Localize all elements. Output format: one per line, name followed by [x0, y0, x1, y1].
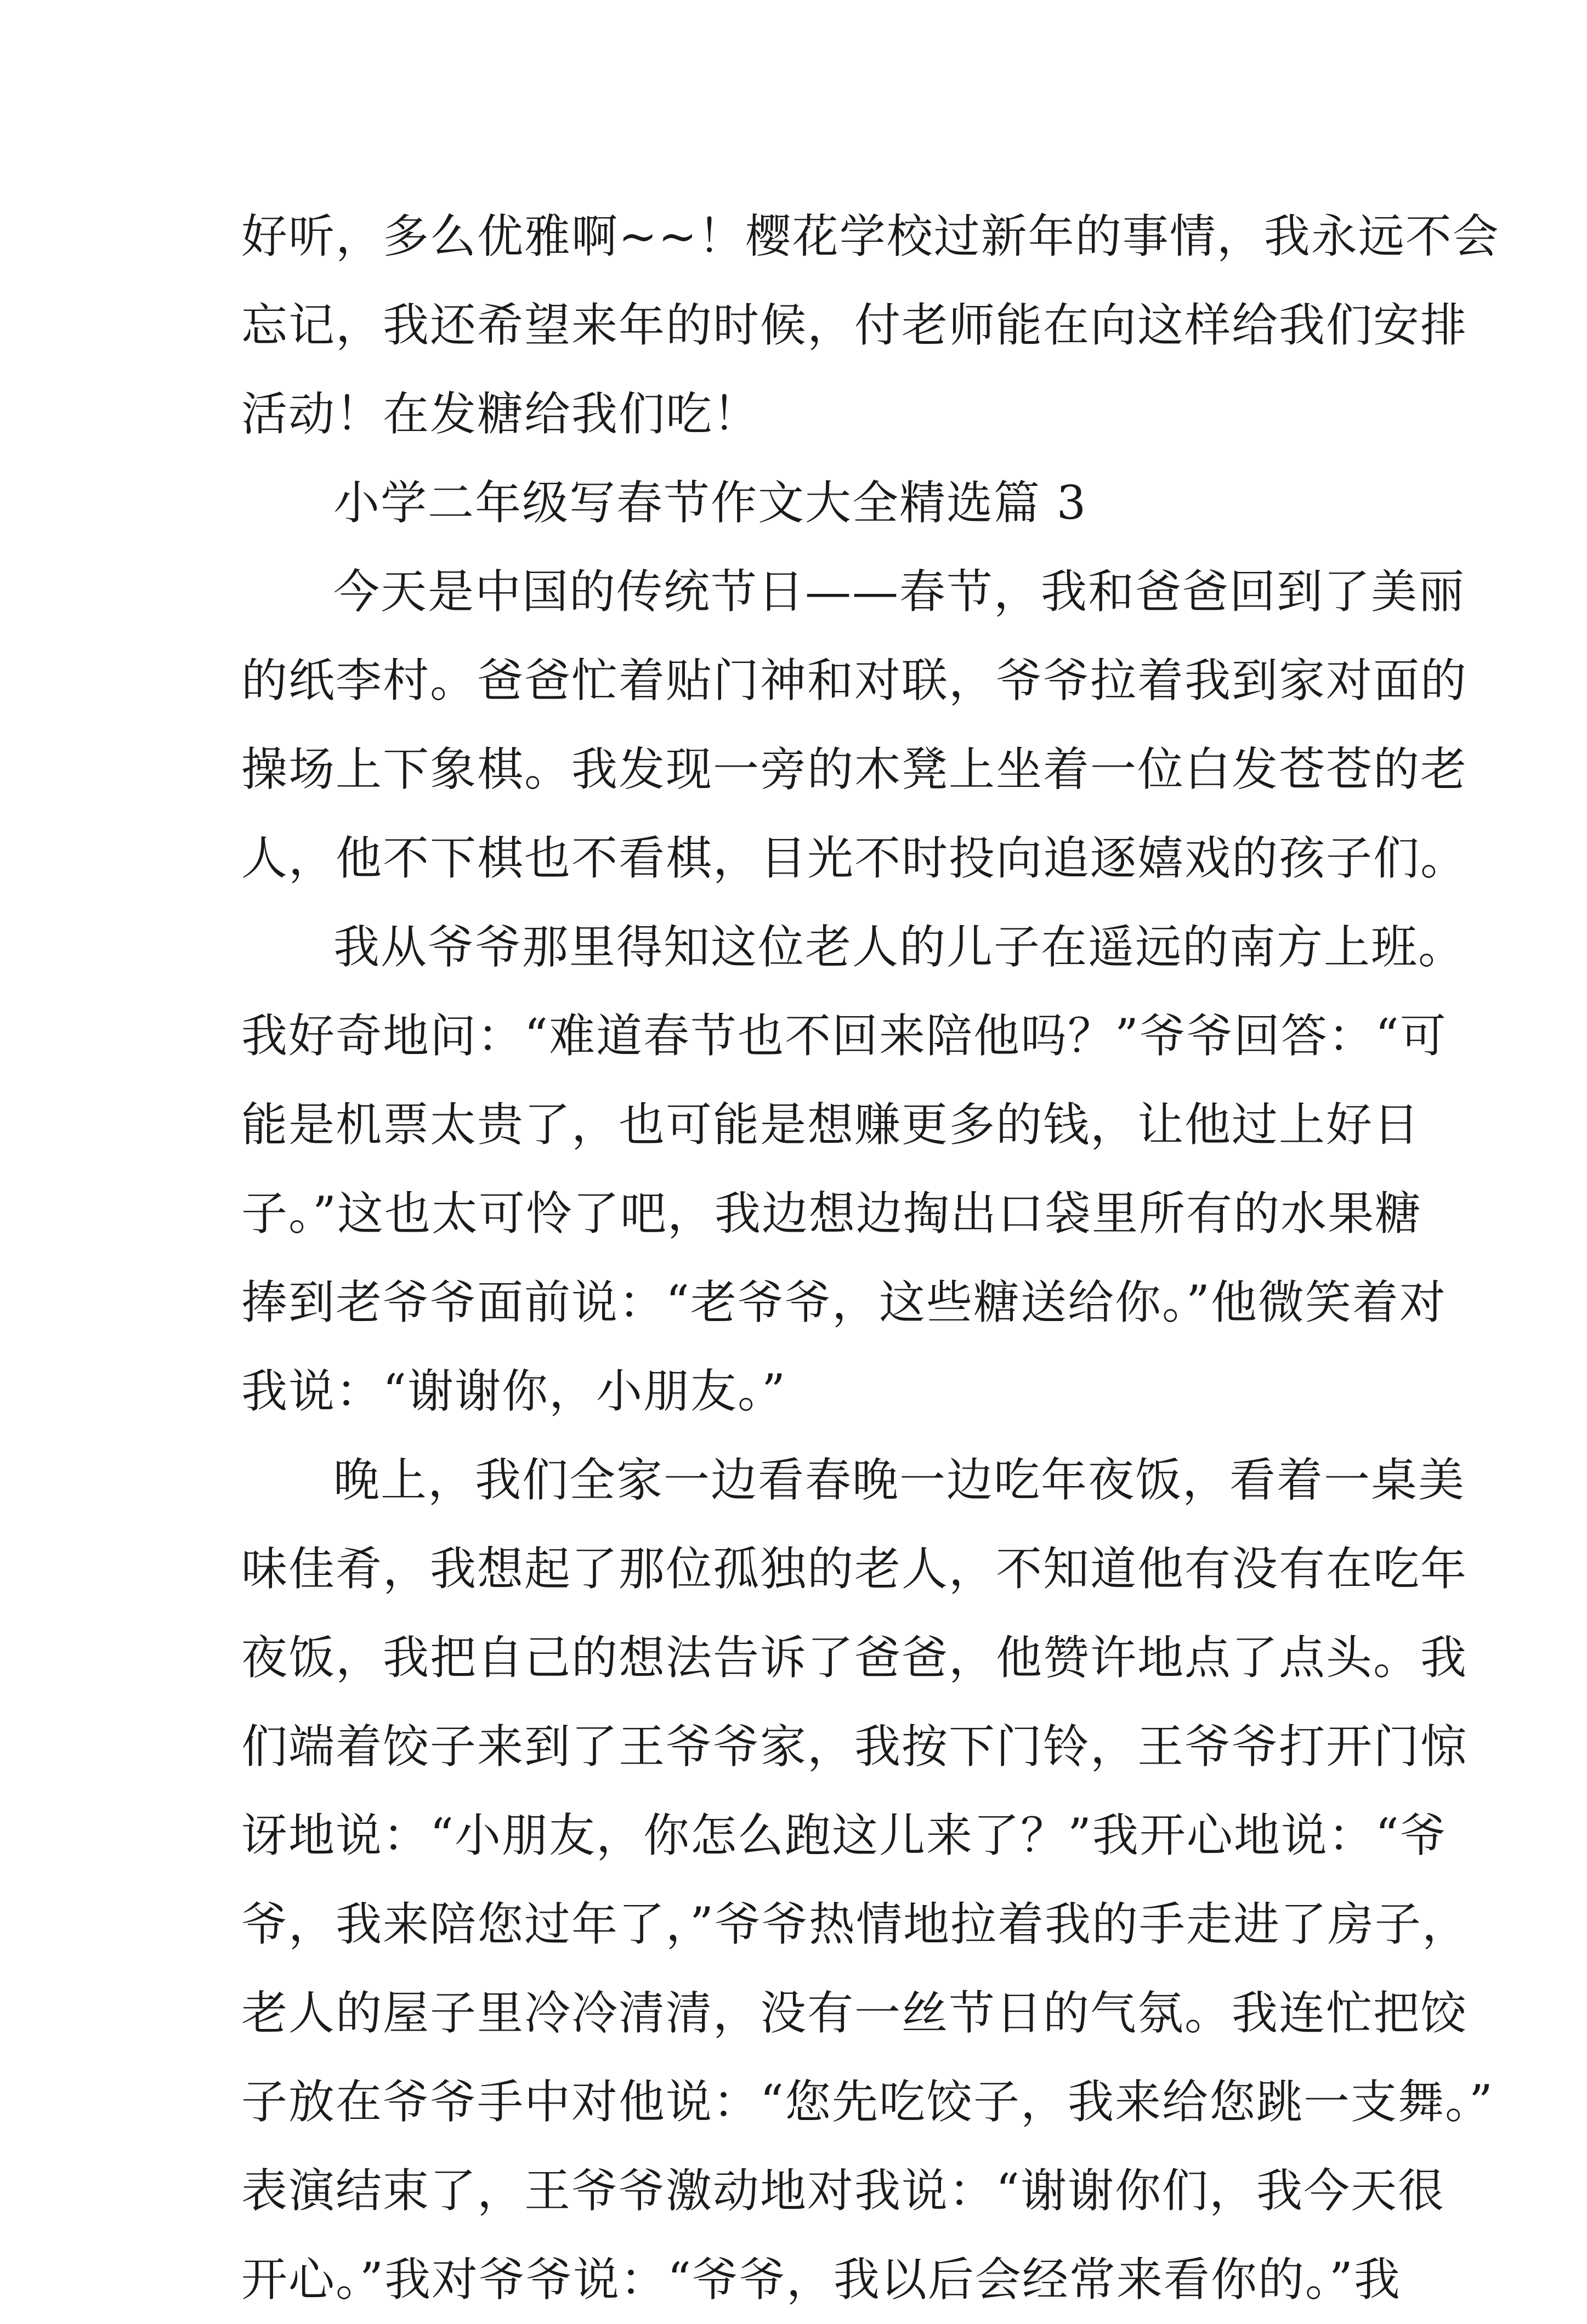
text-line: 表演结束了，王爷爷激动地对我说：“谢谢你们，我今天很: [241, 2164, 1445, 2218]
text-line: 能是机票太贵了，也可能是想赚更多的钱，让他过上好日: [241, 1098, 1421, 1152]
text-line: 夜饭，我把自己的想法告诉了爸爸，他赞许地点了点头。我: [241, 1631, 1468, 1685]
text-line: 子放在爷爷手中对他说：“您先吃饺子，我来给您跳一支舞。”: [241, 2075, 1494, 2129]
text-line: 忘记，我还希望来年的时候，付老师能在向这样给我们安排: [241, 298, 1468, 352]
essay-body: [241, 192, 1500, 2324]
text-line: 我说：“谢谢你，小朋友。”: [241, 1364, 786, 1418]
text-line: 活动！在发糖给我们吃！: [241, 387, 761, 441]
heading-text: 小学二年级写春节作文大全精选篇 3: [333, 476, 1087, 530]
paragraph-5: [241, 1436, 1494, 2324]
section-heading: [241, 458, 1396, 547]
text-line: 味佳肴，我想起了那位孤独的老人，不知道他有没有在吃年: [241, 1542, 1468, 1596]
text-line: 老人的屋子里冷冷清清，没有一丝节日的气氛。我连忙把饺: [241, 1986, 1468, 2040]
text-line: 晚上，我们全家一边看春晚一边吃年夜饭，看着一桌美: [333, 1453, 1466, 1507]
text-line: 子。”这也太可怜了吧，我边想边掏出口袋里所有的水果糖: [241, 1187, 1422, 1240]
text-line: 开心。”我对爷爷说：“爷爷，我以后会经常来看你的。”我: [241, 2253, 1401, 2306]
text-line: 们端着饺子来到了王爷爷家，我按下门铃，王爷爷打开门惊: [241, 1720, 1468, 1773]
text-line: 的纸李村。爸爸忙着贴门神和对联，爷爷拉着我到家对面的: [241, 654, 1468, 707]
text-line: 爷，我来陪您过年了，”爷爷热情地拉着我的手走进了房子，: [241, 1897, 1469, 1951]
paragraph-1: [241, 192, 1500, 458]
text-line: 今天是中国的传统节日——春节，我和爸爸回到了美丽: [333, 565, 1466, 619]
text-line: 好听，多么优雅啊~~！樱花学校过新年的事情，我永远不会: [241, 209, 1500, 263]
text-line: 我从爷爷那里得知这位老人的儿子在遥远的南方上班。: [333, 920, 1466, 974]
text-line: 捧到老爷爷面前说：“老爷爷，这些糖送给你。”他微笑着对: [241, 1276, 1447, 1329]
text-line: 我好奇地问：“难道春节也不回来陪他吗？”爷爷回答：“可: [241, 1009, 1447, 1063]
text-line: 操场上下象棋。我发现一旁的木凳上坐着一位白发苍苍的老: [241, 742, 1468, 796]
text-line: 人，他不下棋也不看棋，目光不时投向追逐嬉戏的孩子们。: [241, 831, 1468, 885]
paragraph-3: [241, 547, 1468, 903]
paragraph-4: [241, 903, 1466, 1436]
text-line: 讶地说：“小朋友，你怎么跑这儿来了？”我开心地说：“爷: [241, 1809, 1447, 1862]
